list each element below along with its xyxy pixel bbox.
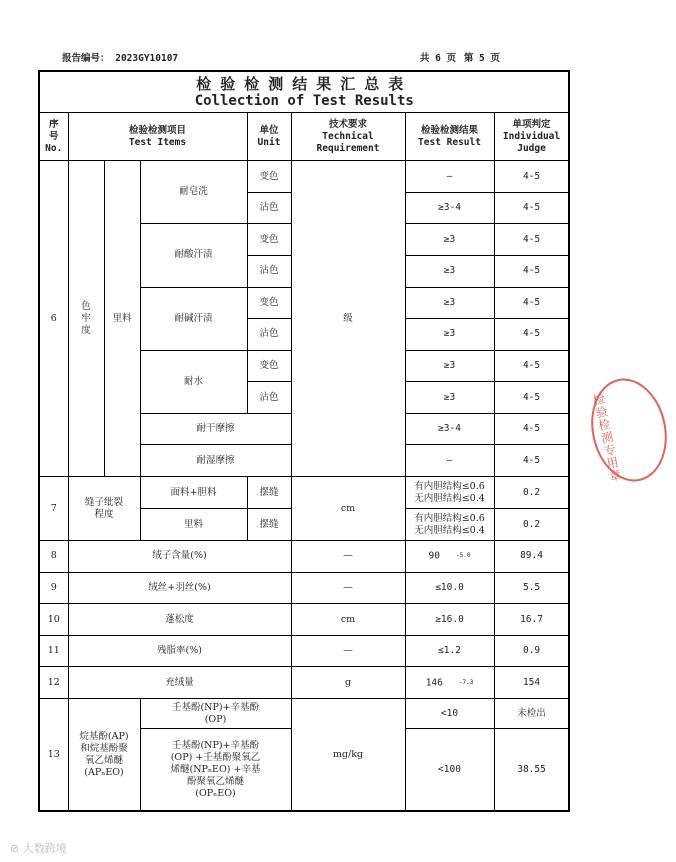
result: 4-5 — [494, 192, 569, 224]
category-name-line: 牢 — [81, 312, 91, 324]
sub-item — [140, 729, 291, 811]
report-number: 报告编号： 2023GY10107 — [62, 53, 179, 64]
requirement: ≥3 — [405, 382, 494, 414]
table-row — [39, 572, 569, 604]
seq-number: 13 — [39, 699, 68, 811]
requirement — [405, 604, 494, 636]
requirement: ≥3 — [405, 287, 494, 319]
test-name: 耐水 — [140, 350, 247, 413]
col-requirement-line: 技术要求 — [328, 118, 367, 130]
sub-item: 摆缝 — [247, 509, 291, 541]
requirement-line: 有内胆结构≤0.6 — [414, 512, 485, 524]
table-row — [39, 477, 569, 509]
col-result-line: 检验检测结果 — [420, 124, 478, 136]
result: 4-5 — [494, 382, 569, 414]
seq-number: 10 — [39, 604, 68, 636]
requirement: ≥3 — [405, 350, 494, 382]
requirement-value: 90 — [428, 550, 440, 562]
requirement — [405, 541, 494, 573]
result: 未检出 — [494, 699, 569, 729]
result: 16.7 — [494, 604, 569, 636]
result: 4-5 — [494, 413, 569, 445]
requirement: <10 — [405, 699, 494, 729]
requirement-line: 无内胆结构≤0.4 — [414, 524, 485, 536]
requirement — [405, 635, 494, 667]
sub-item: 沾色 — [247, 255, 291, 287]
results-table — [38, 70, 570, 812]
requirement-tolerance: -7.3 — [458, 678, 474, 686]
unit: g — [291, 667, 405, 699]
requirement-line: 有内胆结构≤0.6 — [414, 480, 485, 492]
col-unit-line: Unit — [257, 136, 281, 148]
col-unit-line: 单位 — [259, 124, 279, 136]
col-judge-line: Judge — [517, 142, 546, 154]
col-judge — [494, 113, 569, 161]
requirement: ≥3 — [405, 224, 494, 256]
test-name: 蓬松度 — [68, 604, 291, 636]
test-name-line: (APₙEO) — [84, 766, 124, 778]
seq-number: 9 — [39, 572, 68, 604]
table-row — [39, 604, 569, 636]
col-requirement — [291, 113, 405, 161]
unit: — — [291, 541, 405, 573]
current-page: 第 5 页 — [463, 53, 500, 64]
test-name: 耐皂洗 — [140, 161, 247, 224]
sub-item-line: (OP) — [204, 713, 227, 725]
requirement: ≥3-4 — [405, 413, 494, 445]
seq-number: 7 — [39, 477, 68, 541]
requirement: — — [405, 445, 494, 477]
sub-item — [140, 699, 291, 729]
test-name: 充绒量 — [68, 667, 291, 699]
col-unit — [247, 113, 291, 161]
col-judge-line: 单项判定 — [512, 118, 551, 130]
inspection-stamp — [582, 371, 676, 488]
test-name-line: 和烷基酚聚 — [80, 742, 128, 754]
test-name-line: 氧乙烯醚 — [84, 754, 123, 766]
test-name: 残脂率(%) — [68, 635, 291, 667]
total-pages: 共 6 页 — [419, 53, 457, 64]
unit: cm — [291, 477, 405, 541]
result: 4-5 — [494, 445, 569, 477]
seq-number: 11 — [39, 635, 68, 667]
requirement-value: ≤10.0 — [435, 582, 464, 594]
test-name: 绒丝+羽丝(%) — [68, 572, 291, 604]
col-items-en: Test Items — [128, 136, 187, 148]
title-zh: 检验检测结果汇总表 — [196, 74, 413, 93]
category-name — [68, 161, 104, 477]
requirement-value: 146 — [425, 677, 443, 689]
part-name: 里料 — [140, 509, 247, 541]
sub-item: 摆缝 — [247, 477, 291, 509]
table-title — [39, 71, 569, 113]
requirement: — — [405, 161, 494, 193]
result: 5.5 — [494, 572, 569, 604]
result: 38.55 — [494, 729, 569, 811]
sub-item: 变色 — [247, 287, 291, 319]
sub-item: 沾色 — [247, 319, 291, 351]
seq-number: 8 — [39, 541, 68, 573]
requirement — [405, 572, 494, 604]
sub-item-line: 壬基酚(NP)+辛基酚 — [171, 739, 260, 751]
table-row — [39, 541, 569, 573]
unit: mg/kg — [291, 699, 405, 811]
sub-item-line: (OPₙEO) — [195, 787, 236, 799]
col-seq-line: No. — [45, 142, 63, 154]
part-name: 面料+胆料 — [140, 477, 247, 509]
table-row — [39, 161, 569, 193]
requirement: ≥3-4 — [405, 192, 494, 224]
column-header-row — [39, 113, 569, 161]
sub-item-line: (OP) +壬基酚聚氧乙 — [170, 751, 261, 763]
requirement — [405, 477, 494, 509]
test-name — [68, 699, 140, 811]
result: 0.2 — [494, 509, 569, 541]
sub-item-line: 烯醚(NPₙEO) +辛基 — [170, 763, 261, 775]
result: 0.9 — [494, 635, 569, 667]
seq-number: 12 — [39, 667, 68, 699]
category-name-line: 度 — [81, 324, 91, 336]
test-name: 绒子含量(%) — [68, 541, 291, 573]
result: 4-5 — [494, 350, 569, 382]
col-items — [68, 113, 247, 161]
requirement-value: ≥16.0 — [435, 613, 464, 625]
test-name-line: 缝子纰裂 — [84, 496, 123, 508]
sub-item-line: 酚聚氧乙烯醚 — [186, 775, 244, 787]
sub-item: 沾色 — [247, 192, 291, 224]
table-row — [39, 635, 569, 667]
requirement-value: ≤1.2 — [438, 645, 461, 657]
requirement-tolerance: -5.0 — [456, 552, 471, 560]
test-name: 耐湿摩擦 — [140, 445, 291, 477]
col-judge-line: Individual — [502, 130, 561, 142]
requirement-line: 无内胆结构≤0.4 — [414, 492, 485, 504]
col-seq — [39, 113, 68, 161]
result: 4-5 — [494, 161, 569, 193]
col-requirement-line: Requirement — [316, 142, 380, 154]
requirement — [405, 667, 494, 699]
sub-item: 变色 — [247, 350, 291, 382]
stamp-text: 检验检测专用章 — [591, 391, 623, 484]
table-row — [39, 667, 569, 699]
col-requirement-line: Technical — [322, 130, 374, 142]
col-result-line: Test Result — [418, 136, 481, 148]
result: 154 — [494, 667, 569, 699]
category-name-line: 色 — [81, 300, 91, 312]
requirement — [405, 509, 494, 541]
col-seq-line: 序 — [48, 118, 59, 130]
col-seq-line: 号 — [48, 130, 59, 142]
test-name: 耐干摩擦 — [140, 413, 291, 445]
sub-item: 变色 — [247, 224, 291, 256]
sub-item-line: 壬基酚(NP)+辛基酚 — [171, 701, 260, 713]
table-row — [39, 699, 569, 729]
watermark: ⊘ 大数跨境 — [10, 842, 67, 855]
col-items-zh: 检验检测项目 — [128, 124, 186, 136]
seq-number: 6 — [39, 161, 68, 477]
test-name: 耐碱汗渍 — [140, 287, 247, 350]
unit: 级 — [291, 161, 405, 477]
test-name: 耐酸汗渍 — [140, 224, 247, 287]
result: 4-5 — [494, 287, 569, 319]
unit: — — [291, 635, 405, 667]
result: 0.2 — [494, 477, 569, 509]
requirement: ≥3 — [405, 255, 494, 287]
requirement: ≥3 — [405, 319, 494, 351]
sub-item: 沾色 — [247, 382, 291, 414]
col-result — [405, 113, 494, 161]
result: 89.4 — [494, 541, 569, 573]
page-indicator — [418, 50, 500, 64]
test-name — [68, 477, 140, 541]
result: 4-5 — [494, 319, 569, 351]
part-name: 里料 — [104, 161, 140, 477]
result: 4-5 — [494, 224, 569, 256]
title-en: Collection of Test Results — [194, 92, 414, 109]
unit: — — [291, 572, 405, 604]
test-name-line: 烷基酚(AP) — [79, 730, 129, 742]
test-name-line: 程度 — [94, 508, 114, 520]
sub-item: 变色 — [247, 161, 291, 193]
result: 4-5 — [494, 255, 569, 287]
requirement: <100 — [405, 729, 494, 811]
unit: cm — [291, 604, 405, 636]
